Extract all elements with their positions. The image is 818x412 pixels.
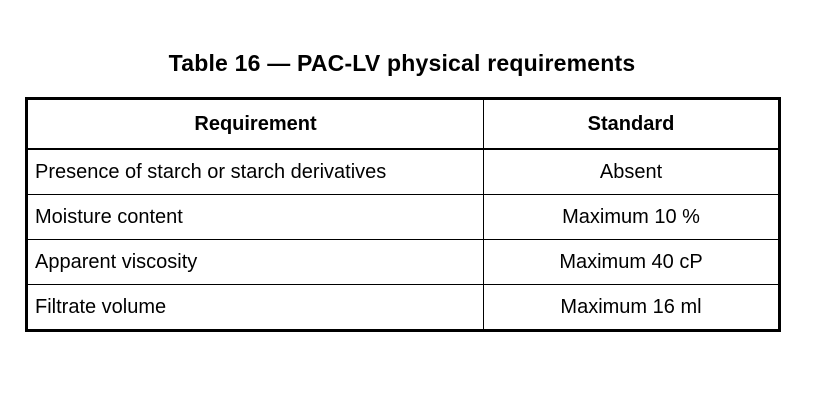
requirement-cell: Filtrate volume [27, 285, 484, 331]
table-row [27, 195, 780, 240]
table-header-row [27, 99, 780, 150]
standard-cell: Maximum 10 % [484, 195, 780, 240]
standard-cell: Absent [484, 149, 780, 195]
requirement-cell: Apparent viscosity [27, 240, 484, 285]
table-caption: Table 16 — PAC-LV physical requirements [168, 50, 636, 76]
table-row [27, 240, 780, 285]
standard-cell: Maximum 40 cP [484, 240, 780, 285]
table-row [27, 285, 780, 331]
requirement-cell: Moisture content [27, 195, 484, 240]
column-header-standard: Standard [484, 99, 780, 150]
column-header-requirement: Requirement [27, 99, 484, 150]
requirements-table [25, 97, 781, 332]
table-row [27, 149, 780, 195]
requirement-cell: Presence of starch or starch derivatives [27, 149, 484, 195]
standard-cell: Maximum 16 ml [484, 285, 780, 331]
